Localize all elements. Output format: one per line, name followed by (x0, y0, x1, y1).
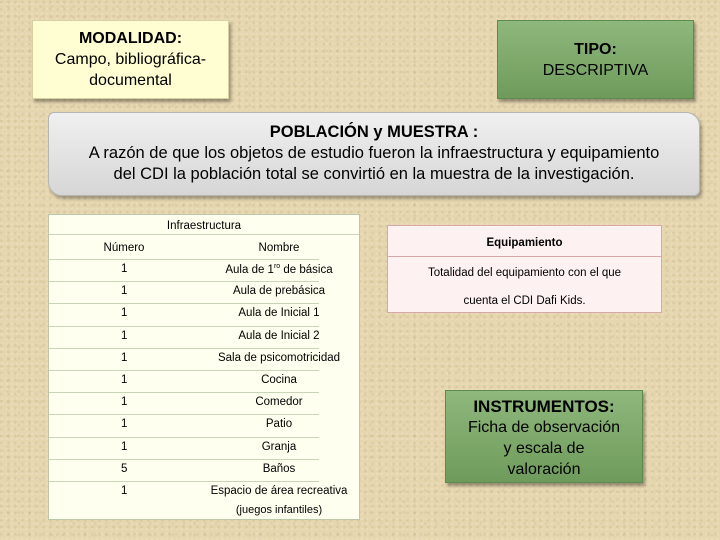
row-divider (49, 414, 319, 415)
row-divider (49, 348, 319, 349)
row-nombre (199, 263, 359, 276)
table-header-row (49, 237, 359, 259)
row-numero: 1 (121, 307, 128, 320)
modalidad-box (32, 20, 229, 99)
row-nombre (199, 307, 359, 319)
instrumentos-title: INSTRUMENTOS: (473, 397, 615, 416)
tipo-value: DESCRIPTIVA (542, 62, 649, 79)
equipamiento-line1: Totalidad del equipamiento con el que (427, 267, 622, 279)
row-nombre-text: Aula de Inicial 2 (238, 329, 320, 342)
row-nombre-part: Aula de 1 (225, 263, 274, 276)
instrumentos-box (445, 390, 643, 483)
table-row (49, 485, 361, 516)
header-numero: Número (103, 242, 145, 254)
row-divider (49, 326, 319, 327)
row-nombre (199, 352, 359, 364)
equipamiento-box (387, 225, 662, 313)
row-nombre-text: Baños (262, 462, 296, 475)
row-numero: 1 (121, 329, 128, 342)
equipamiento-header: Equipamiento (486, 237, 563, 249)
row-nombre (199, 463, 359, 475)
modalidad-title: MODALIDAD: (78, 30, 183, 47)
row-nombre (199, 441, 359, 453)
row-numero: 1 (121, 263, 128, 275)
row-divider (49, 303, 319, 304)
row-divider (49, 437, 319, 438)
row-nombre-text: Aula de prebásica (232, 285, 326, 298)
header-nombre: Nombre (258, 242, 300, 254)
row-nombre (199, 374, 359, 386)
row-nombre-superscript: ro (273, 263, 281, 270)
row-nombre-line2: (juegos infantiles) (235, 504, 323, 516)
row-nombre-part: de básica (280, 263, 333, 276)
row-nombre-text: Cocina (261, 374, 297, 386)
equipamiento-divider (388, 256, 661, 257)
poblacion-line1: A razón de que los objetos de estudio fueron la infraestructura y equipamiento (88, 144, 660, 162)
infraestructura-table (48, 214, 360, 520)
row-numero: 1 (121, 374, 128, 386)
row-divider (49, 392, 319, 393)
row-nombre (199, 418, 359, 430)
equipamiento-line2: cuenta el CDI Dafi Kids. (463, 295, 586, 307)
row-nombre-text: Sala de psicomotricidad (217, 351, 341, 364)
row-numero: 1 (121, 485, 128, 497)
poblacion-line2: del CDI la población total se convirtió en la muestra de la investigación. (113, 165, 635, 183)
poblacion-box (48, 112, 700, 196)
row-nombre (199, 330, 359, 342)
modalidad-line1: Campo, bibliográfica- (54, 51, 207, 68)
row-nombre-text: Granja (261, 440, 297, 453)
modalidad-line2: documental (89, 72, 172, 89)
instrumentos-line1: Ficha de observación (467, 419, 621, 436)
row-numero: 1 (121, 396, 128, 409)
row-nombre (199, 285, 359, 297)
tipo-title: TIPO: (574, 41, 617, 58)
infraestructura-title: Infraestructura (166, 220, 242, 232)
row-divider (49, 370, 319, 371)
row-nombre-text: Espacio de área recreativa (210, 485, 348, 497)
table-divider (49, 234, 359, 235)
row-numero: 1 (121, 285, 128, 298)
instrumentos-line3: valoración (507, 461, 581, 478)
row-nombre-text: Aula de Inicial 1 (238, 307, 320, 320)
poblacion-title: POBLACIÓN y MUESTRA : (269, 123, 479, 141)
row-divider (49, 259, 319, 260)
row-nombre (199, 485, 359, 516)
row-divider (49, 459, 319, 460)
row-numero: 1 (121, 440, 128, 453)
instrumentos-line2: y escala de (503, 440, 585, 457)
tipo-box (497, 20, 694, 99)
row-divider (49, 481, 319, 482)
row-nombre (199, 396, 359, 408)
row-numero: 1 (121, 418, 128, 431)
row-nombre-text: Comedor (255, 396, 303, 409)
row-divider (49, 281, 319, 282)
row-nombre-text: Patio (265, 418, 293, 431)
row-numero: 5 (121, 462, 128, 475)
row-numero: 1 (121, 351, 128, 364)
